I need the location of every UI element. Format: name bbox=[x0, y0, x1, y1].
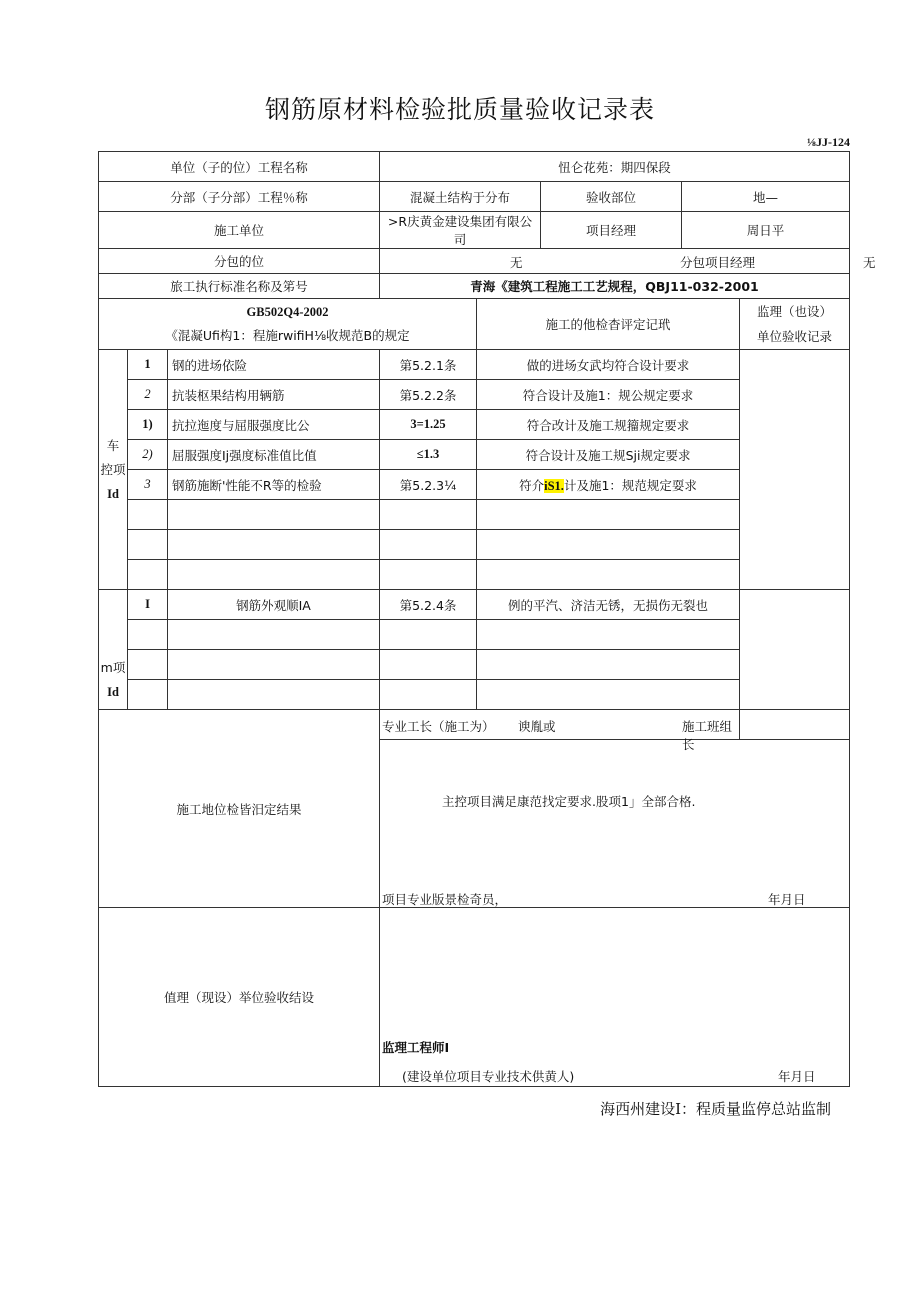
general-item-no: I bbox=[128, 590, 168, 620]
spec-header-cell bbox=[99, 299, 477, 350]
main-item-clause: 第5.2.3¼ bbox=[380, 470, 477, 500]
main-item-no: 2) bbox=[128, 440, 168, 470]
main-item-record: 符合设计及施1：规公规定要求 bbox=[477, 380, 740, 410]
unit-project-value: 忸仑花苑：期四保段 bbox=[380, 152, 850, 182]
empty-cell bbox=[477, 680, 740, 710]
construction-unit-label: 施工单位 bbox=[99, 212, 380, 249]
main-item-clause: 第5.2.1条 bbox=[380, 350, 477, 380]
empty-cell bbox=[128, 530, 168, 560]
main-group-label-2: 控项 bbox=[100, 461, 126, 477]
main-item-no: 1) bbox=[128, 410, 168, 440]
empty-cell bbox=[380, 530, 477, 560]
footer-issuer: 海西州建设I：程质量监停总站监制 bbox=[600, 1100, 831, 1118]
main-item-record: 符合设计及施工规Sji规定要求 bbox=[477, 440, 740, 470]
main-items-supervision-cell bbox=[740, 350, 850, 590]
supervision-date-label: 年月日 bbox=[778, 1069, 816, 1084]
subcontract-row bbox=[380, 249, 876, 274]
empty-cell bbox=[128, 620, 168, 650]
construction-result-label: 施工地位检皆汨定结果 bbox=[99, 710, 380, 908]
page-title: 钢筋原材料检验批质量验收记录表 bbox=[264, 95, 655, 124]
unit-project-label: 单位（子的位）工程名称 bbox=[99, 152, 380, 182]
main-group-label-3: Id bbox=[107, 486, 119, 501]
main-item-record: 符合改计及施工规籀规定要求 bbox=[477, 410, 740, 440]
project-manager-value: 周日平 bbox=[682, 212, 850, 249]
foreman-label: 专业工长（施工为） bbox=[382, 719, 495, 734]
empty-cell bbox=[477, 500, 740, 530]
supervision-result-body bbox=[380, 908, 850, 1087]
construction-result-body bbox=[380, 740, 850, 908]
spec-code: GB502Q4-2002 bbox=[246, 305, 329, 319]
general-items-group-label bbox=[99, 590, 128, 710]
main-item-no: 2 bbox=[128, 380, 168, 410]
acceptance-part-label: 验收部位 bbox=[541, 182, 682, 212]
general-item-record: 例的平汽、济洁无锈，无损伤无裂也 bbox=[477, 590, 740, 620]
inspector-label: 项目专业版景检奇员， bbox=[382, 892, 508, 907]
empty-cell bbox=[168, 650, 380, 680]
empty-cell bbox=[168, 500, 380, 530]
supervision-header bbox=[740, 299, 850, 350]
form-code: ⅛JJ-124 bbox=[807, 135, 850, 149]
empty-cell bbox=[128, 650, 168, 680]
main-items-group-label bbox=[99, 350, 128, 590]
general-item-clause: 第5.2.4条 bbox=[380, 590, 477, 620]
construction-unit-value: >R庆黄金建设集团有限公司 bbox=[380, 212, 541, 249]
subcontract-unit-value: 无 bbox=[510, 255, 523, 270]
main-item-clause: ≤1.3 bbox=[380, 440, 477, 470]
supervision-label-line1: 监理（也设） bbox=[757, 304, 833, 319]
empty-cell bbox=[380, 620, 477, 650]
main-item-record: 做的进场女武均符合设计要求 bbox=[477, 350, 740, 380]
general-group-label-2: Id bbox=[107, 685, 119, 699]
empty-cell bbox=[477, 650, 740, 680]
sub-project-label: 分部（子分部）工程％称 bbox=[99, 182, 380, 212]
empty-cell bbox=[380, 500, 477, 530]
subcontract-unit-label: 分包的位 bbox=[99, 249, 380, 274]
subcontract-manager-label: 分包项目经理 bbox=[680, 255, 756, 270]
empty-cell bbox=[128, 500, 168, 530]
check-record-header: 施工的他检杳评定记玳 bbox=[477, 299, 740, 350]
main-item-name: 屈服强度Ij强度标准值比值 bbox=[168, 440, 380, 470]
standard-value: 青海《建筑工程施工工艺规程，QBJ11-032-2001 bbox=[380, 274, 850, 299]
empty-cell bbox=[477, 620, 740, 650]
tech-lead-label: (建设单位项目专业技术供黄人) bbox=[402, 1069, 575, 1084]
supervision-result-label: 值理（现设）举位验收结设 bbox=[99, 908, 380, 1087]
empty-cell bbox=[380, 680, 477, 710]
empty-cell bbox=[128, 560, 168, 590]
general-items-supervision-cell bbox=[740, 590, 850, 710]
main-item-no: 3 bbox=[128, 470, 168, 500]
main-item-record bbox=[477, 470, 740, 500]
supervision-label-line2: 单位验收记录 bbox=[757, 329, 833, 344]
acceptance-part-value: 地— bbox=[682, 182, 850, 212]
empty-cell bbox=[168, 620, 380, 650]
empty-cell bbox=[168, 530, 380, 560]
empty-cell bbox=[380, 560, 477, 590]
record-text-post: 计及施1：规范规定耍求 bbox=[563, 477, 697, 493]
team-leader-value bbox=[740, 710, 850, 740]
general-group-label-1: m项 bbox=[100, 660, 126, 675]
spec-name: 《混凝Ufi构1：程施rwifiH⅛收规范B的规定 bbox=[165, 328, 410, 343]
inspection-form-table bbox=[98, 151, 876, 1087]
main-item-name: 抗装枢果结构用辆筋 bbox=[168, 380, 380, 410]
foreman-row bbox=[380, 710, 740, 752]
main-item-name: 抗拉迤度与屈服强度比公 bbox=[168, 410, 380, 440]
main-item-name: 钢的进场依险 bbox=[168, 350, 380, 380]
empty-cell bbox=[168, 560, 380, 590]
subcontract-manager-value: 无 bbox=[863, 255, 876, 270]
project-manager-label: 项目经理 bbox=[541, 212, 682, 249]
supervising-engineer-label: 监理工程师I bbox=[382, 1040, 450, 1055]
main-group-label-1: 车 bbox=[106, 437, 120, 453]
empty-cell bbox=[477, 560, 740, 590]
sub-project-value: 混凝土结构于分布 bbox=[380, 182, 541, 212]
empty-cell bbox=[168, 680, 380, 710]
general-item-name: 钢筋外观顺IA bbox=[168, 590, 380, 620]
team-leader-label: 施工班组长 bbox=[682, 719, 733, 752]
empty-cell bbox=[128, 680, 168, 710]
standard-label: 旅工执行标准名称及笫号 bbox=[99, 274, 380, 299]
main-item-clause: 3=1.25 bbox=[380, 410, 477, 440]
main-item-name: 钢筋施断'性能不R等的检验 bbox=[168, 470, 380, 500]
highlighted-text: iS1. bbox=[544, 478, 564, 493]
main-item-no: 1 bbox=[128, 350, 168, 380]
record-text-pre: 符介 bbox=[519, 477, 545, 493]
empty-cell bbox=[477, 530, 740, 560]
construction-conclusion: 主控项目满足康范找定要求.股项1」全部合格. bbox=[442, 794, 696, 809]
main-item-clause: 第5.2.2条 bbox=[380, 380, 477, 410]
empty-cell bbox=[380, 650, 477, 680]
foreman-value: 谀胤或 bbox=[518, 719, 556, 734]
construction-date-label: 年月日 bbox=[768, 892, 806, 907]
